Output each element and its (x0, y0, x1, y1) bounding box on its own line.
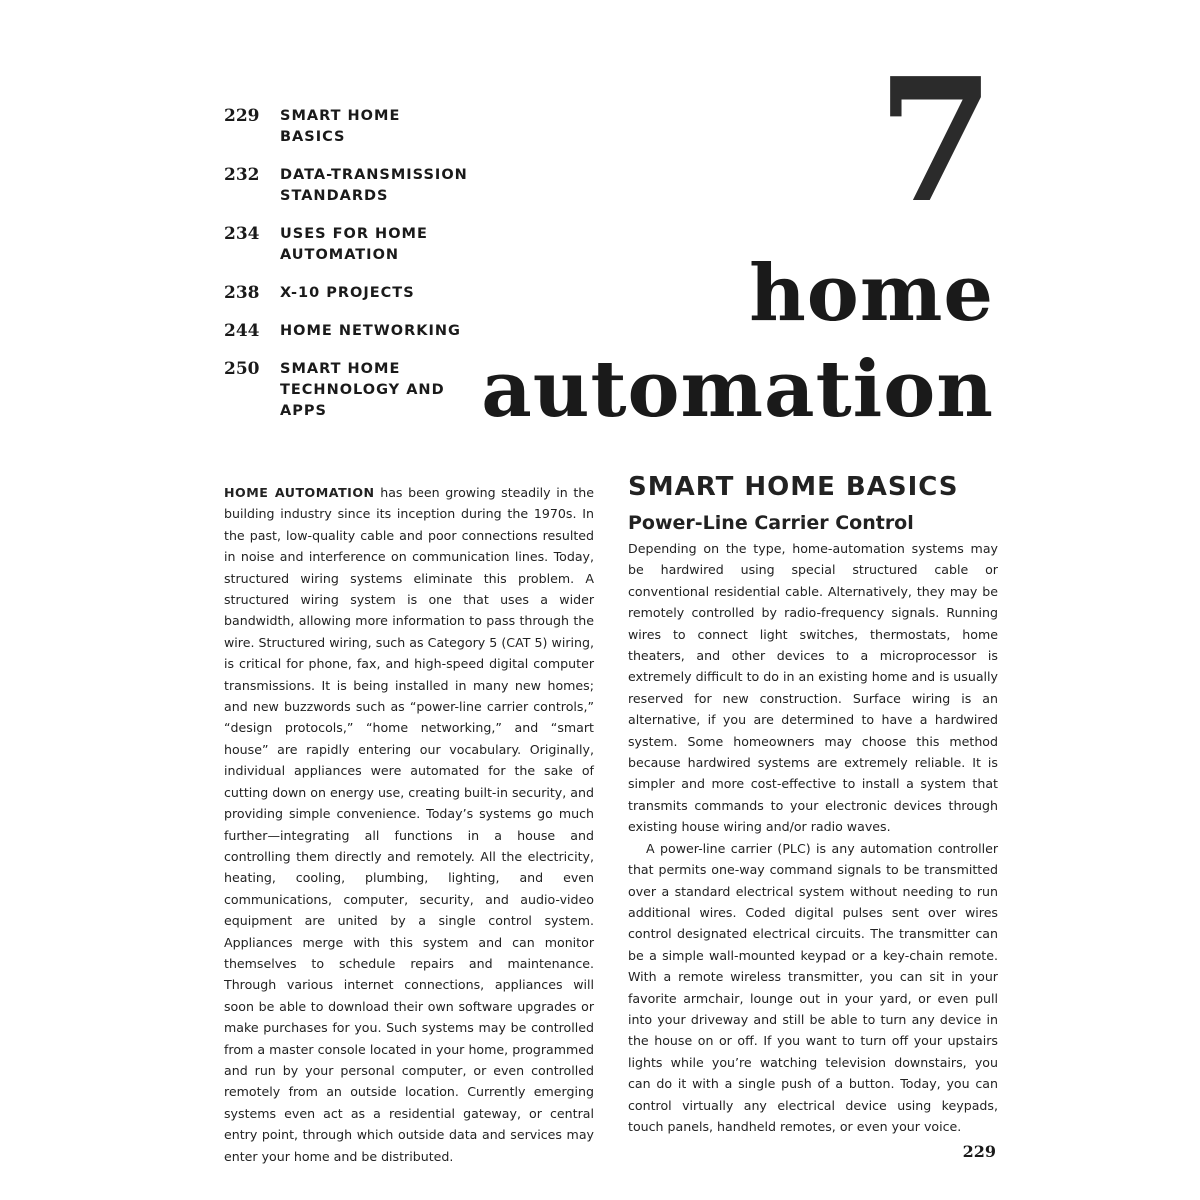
body-paragraph: Depending on the type, home-automation systems may be hardwired using special structured cable or conventional residential cable. Alternatively, they may be remotely controlled by radio-frequency signals. Running wires to connect light switches, thermostats, home theaters, and other devices to a microprocessor is extremely difficult to do in an existing home and is usually reserved for new construction. Surface wiring is an alternative, if you are determined to have a hardwired system. Some homeowners may choose this method because hardwired systems are extremely reliable. It is simpler and more cost-effective to install a system that transmits commands to your electronic devices through existing house wiring and/or radio waves. (628, 541, 998, 835)
chapter-title (481, 246, 994, 438)
page-number: 229 (962, 1142, 996, 1161)
toc-item (224, 359, 484, 422)
toc-item (224, 283, 484, 304)
toc-title: DATA-TRANSMISSION STANDARDS (280, 167, 468, 204)
body-paragraph: A power-line carrier (PLC) is any automation controller that permits one-way command signals to be transmitted over a standard electrical system without needing to run additional wires. Coded digital pulses sent over wires control designated electrical circuits. The transmitter can be a simple wall-mounted keypad or a key-chain remote. With a remote wireless transmitter, you can sit in your favorite armchair, lounge out in your yard, or even pull into your driveway and still be able to turn any device in the house on or off. If you want to turn off your upstairs lights while you’re watching television downstairs, you can do it with a single push of a button. Today, you can control virtually any electrical device using keypads, touch panels, handheld remotes, or even your voice. (628, 840, 998, 1134)
toc-page-number: 229 (224, 106, 260, 126)
right-column (628, 470, 998, 1137)
toc-title: X-10 PROJECTS (280, 285, 415, 301)
chapter-contents (224, 106, 484, 439)
toc-page-number: 238 (224, 283, 260, 303)
intro-paragraph (224, 482, 594, 1167)
toc-page-number: 234 (224, 224, 260, 244)
left-column (224, 482, 594, 1167)
toc-page-number: 250 (224, 359, 260, 379)
toc-page-number: 244 (224, 321, 260, 341)
chapter-title-line: automation (481, 344, 994, 435)
toc-item (224, 106, 484, 148)
toc-page-number: 232 (224, 165, 260, 185)
chapter-number: 7 (876, 41, 995, 241)
toc-item (224, 165, 484, 207)
toc-title: SMART HOME TECHNOLOGY AND APPS (280, 361, 445, 419)
toc-title: HOME NETWORKING (280, 323, 461, 339)
intro-body: has been growing steadily in the building industry since its inception during the 1970s. In the past, low-quality cable and poor connections resulted in noise and interference on communication lines. Today, structured wiring systems eliminate this problem. A structured wiring system is one that uses a wider bandwidth, allowing more information to pass through the wire. Structured wiring, such as Category 5 (CAT 5) wiring, is critical for phone, fax, and high-speed digital computer transmissions. It is being installed in many new homes; and new buzzwords such as “power-line carrier controls,” “design protocols,” “home networking,” and “smart house” are rapidly entering our vocabulary. Originally, individual appliances were automated for the sake of cutting down on energy use, creating built-in security, and providing simple convenience. Today’s systems go much further—integrating all functions in a house and controlling them directly and remotely. All the electricity, heating, cooling, plumbing, lighting, and even communications, computer, security, and audio-video equipment are united by a single control system. Appliances merge with this system and can monitor themselves to schedule repairs and maintenance. Through various internet connections, appliances will soon be able to download their own software upgrades or make purchases for you. Such systems may be controlled from a master console located in your home, programmed and run by your personal computer, or even controlled remotely from an outside location. Currently emerging systems even act as a residential gateway, or central entry point, through which outside data and services may enter your home and be distributed. (224, 485, 594, 1164)
toc-item (224, 224, 484, 266)
subsection-heading: Power-Line Carrier Control (628, 512, 914, 534)
toc-item (224, 321, 484, 342)
toc-title: USES FOR HOME AUTOMATION (280, 226, 428, 263)
chapter-title-line: home (749, 248, 994, 339)
lead-in: HOME AUTOMATION (224, 485, 375, 500)
toc-title: SMART HOME BASICS (280, 108, 401, 145)
section-heading: SMART HOME BASICS (628, 472, 959, 502)
